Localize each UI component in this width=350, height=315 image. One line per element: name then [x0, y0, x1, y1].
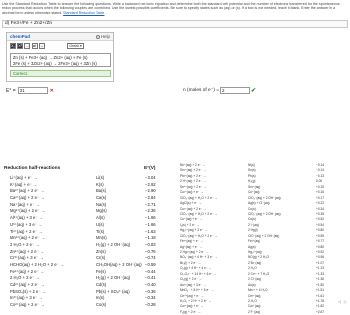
potential-cell: +0.80 [316, 228, 325, 233]
reactant-cell: MnO₄⁻ + 8 H⁺ + 5 e⁻ → [180, 288, 214, 293]
product-cell: Ag(s) [248, 244, 256, 249]
product-cell: U(s) [96, 221, 104, 227]
product-cell: Ni(s) [248, 163, 255, 167]
product-cell: Cu⁺(aq) [248, 190, 260, 195]
correct-status: Correct. [10, 70, 111, 77]
reactant-cell: Ni²⁺(aq) + 2 e⁻ → [180, 163, 206, 167]
potential-cell: +1.50 [316, 282, 325, 287]
reactant-cell: Fe³⁺(aq) + e⁻ → [180, 239, 204, 244]
prev-icon[interactable]: ◁ [337, 299, 341, 304]
potential-cell: +0.52 [316, 217, 325, 222]
potential-cell: +0.22 [316, 201, 325, 206]
incorrect-icon: ✕ [49, 87, 54, 94]
resonance-button[interactable]: ↔ [39, 44, 44, 48]
potential-cell: +0.77 [316, 239, 325, 244]
product-cell: Li(s) [96, 175, 105, 180]
reactant-cell: Br₂(l) + 2 e⁻ → [180, 260, 202, 265]
reaction-line-1: Zn (s) + Fe3+ (aq) → Zn2+ (aq) + Fe (s) [13, 55, 88, 60]
potential-cell: +0.80 [316, 244, 325, 249]
reactant-cell: ClO₃⁻(aq) + H₂O + 2 e⁻ → [180, 211, 218, 216]
table-row [4, 262, 170, 269]
product-cell: 2 I⁻(aq) [248, 222, 259, 227]
product-cell: 2 F⁻(aq) [248, 309, 260, 314]
e-column-header: E°(V) [144, 166, 156, 171]
chem-pad-title: chemPad [10, 34, 31, 39]
product-cell: 2 Cl⁻(aq) [248, 277, 262, 282]
reduction-table-left [4, 166, 170, 309]
product-cell: Na(s) [96, 201, 107, 207]
footer-nav [338, 299, 347, 304]
product-cell: Ca(s) [96, 195, 107, 201]
potential-cell: −0.44 [145, 268, 156, 274]
reactant-cell: Cu²⁺(aq) + e⁻ → [180, 190, 204, 195]
potential-cell: −2.71 [145, 201, 156, 207]
product-cell: H₂(g) + 2 OH⁻(aq) [96, 241, 130, 247]
superscript-button[interactable]: X² [18, 44, 22, 48]
reactant-cell: Mn²⁺(aq) + 2 e⁻ → [10, 235, 46, 241]
reactant-cell: Ca²⁺(aq) + 2 e⁻ → [10, 195, 45, 201]
potential-cell: +0.35 [316, 211, 325, 216]
reactant-cell: Fe²⁺(aq) + 2 e⁻ → [10, 268, 45, 274]
reactant-cell: Sn²⁺(aq) + 2 e⁻ → [180, 168, 207, 173]
n-answer-row [183, 87, 256, 94]
reactant-cell: Ti²⁺(aq) + 2 e⁻ → [10, 228, 43, 234]
reactant-cell: Cd²⁺(aq) + 2 e⁻ → [10, 282, 45, 287]
reactant-cell: Cr₂O₇²⁻ + 14 H⁺ + 6 e⁻ → [180, 271, 217, 276]
correct-check-icon: ✔ [251, 88, 257, 94]
potential-cell: +0.15 [316, 184, 325, 189]
table-row [4, 188, 170, 195]
potential-cell: −0.74 [145, 255, 156, 261]
potential-cell: −0.14 [316, 168, 325, 173]
potential-cell: +1.07 [316, 260, 325, 265]
reactant-cell: 2 H₂O + 2 e⁻ → [10, 275, 40, 281]
table-row [4, 282, 170, 289]
product-cell: Hg₂²⁺(aq) [248, 250, 262, 254]
reactant-cell: Sn⁴⁺(aq) + 2 e⁻ → [180, 184, 207, 189]
product-cell: ClO₃⁻(aq) + 2 OH⁻(aq) [248, 195, 281, 200]
reaction-input[interactable] [10, 53, 111, 67]
n-input[interactable]: 2 [220, 87, 250, 94]
reactant-cell: Cr³⁺(aq) + 3 e⁻ → [10, 255, 44, 261]
product-cell: Fe²⁺(aq) [248, 239, 261, 244]
table-row [4, 215, 170, 222]
equilibrium-button[interactable]: ⇌ [33, 44, 37, 48]
potential-cell: −0.41 [145, 275, 156, 281]
n-label: n (moles of e⁻) = [183, 88, 219, 93]
reactant-cell: H₂O₂ + 2 H⁺ + 2 e⁻ → [180, 298, 212, 303]
table-header [4, 166, 170, 175]
product-cell: Cr(s) [96, 255, 106, 261]
table-row [4, 222, 170, 229]
product-cell: Zn(s) [96, 248, 106, 254]
e-answer-row [6, 87, 54, 94]
potential-cell: −3.04 [145, 175, 156, 180]
potential-cell: +1.82 [316, 304, 325, 309]
table-row [4, 302, 170, 309]
potential-cell: −1.63 [145, 228, 156, 234]
potential-cell: −1.66 [145, 221, 156, 227]
table-row [4, 249, 170, 256]
product-cell: Ag(s) + Cl⁻(aq) [248, 201, 270, 206]
product-cell: Cu(s) [248, 217, 256, 222]
greek-dropdown[interactable]: Greek ▾ [67, 43, 84, 49]
product-cell: Ti(s) [96, 228, 105, 234]
table-row [4, 242, 170, 249]
reactant-cell: PbSO₄(s) + 2 e⁻ → [10, 288, 46, 294]
product-cell: Pb(s) [248, 173, 256, 178]
product-cell: 2 H₂O [248, 298, 257, 303]
potential-cell: −0.83 [145, 241, 156, 247]
potential-cell: −0.59 [145, 261, 156, 267]
table-row [4, 255, 170, 262]
product-cell: Mn²⁺ + 4 H₂O [248, 288, 268, 293]
table-row [4, 295, 170, 302]
reactant-cell: Ag⁺(aq) + e⁻ → [180, 244, 203, 249]
reactant-cell: In³⁺(aq) + 3 e⁻ → [10, 295, 43, 301]
table-row [4, 182, 170, 189]
product-cell: NO(g) + 2 H₂O [248, 255, 269, 260]
reactant-cell: 2 H₂O + 2 e⁻ → [10, 241, 40, 247]
table-row [4, 202, 170, 209]
table-row [4, 175, 170, 182]
product-cell: Co²⁺(aq) [248, 304, 261, 309]
product-cell: Mn(s) [96, 235, 107, 241]
potential-cell: −0.36 [145, 288, 156, 294]
reactant-cell: ClO₄⁻(aq) + H₂O + 2 e⁻ → [180, 195, 218, 200]
reactant-cell: AgCl(s) + e⁻ → [180, 201, 202, 206]
reduction-table-right [180, 163, 348, 315]
product-cell: 2 H₂O [248, 266, 257, 271]
table-row [4, 208, 170, 215]
reactant-cell: ClO₂⁻(aq) + H₂O + 2 e⁻ → [180, 233, 218, 238]
product-cell: 2 Hg(l) [248, 228, 258, 233]
reactant-cell: Au³⁺(aq) + 3 e⁻ → [180, 282, 207, 287]
product-cell: H₂(g) + 2 OH⁻(aq) [96, 275, 130, 281]
potential-cell: −2.84 [145, 195, 156, 201]
instructions [2, 2, 346, 15]
reactant-cell: I₂(s) + 2 e⁻ → [180, 222, 200, 227]
product-cell: 2 Cr³⁺ + 7 H₂O [248, 271, 270, 276]
product-cell: 2 Br⁻(aq) [248, 260, 262, 265]
potential-cell: +0.92 [316, 250, 325, 254]
potential-cell: −0.40 [145, 282, 156, 287]
arrow-button[interactable]: → [25, 44, 30, 48]
product-cell: Fe(s) [96, 268, 106, 274]
chem-toolbar [10, 43, 45, 49]
table-row [4, 289, 170, 296]
potential-cell: +0.59 [316, 233, 325, 238]
potential-cell: +1.78 [316, 298, 325, 303]
potential-cell: +0.34 [316, 206, 325, 211]
potential-cell: +1.51 [316, 288, 325, 293]
potential-cell: −0.34 [145, 295, 156, 301]
potential-cell: +0.17 [316, 195, 325, 200]
reaction-line-2: 2Fe (s) + 3Zn2+ (aq) → 2Fe3+ (aq) + 3Zn (s) [13, 60, 97, 66]
potential-cell: −0.13 [316, 173, 325, 178]
potential-cell: +1.33 [316, 271, 325, 276]
reactant-cell: F₂(g) + 2 e⁻ → [180, 309, 201, 314]
product-cell: Au(s) [248, 282, 256, 287]
e-input[interactable]: 31 [18, 87, 48, 94]
potential-cell: −2.92 [145, 181, 156, 187]
product-cell: H₂(g) [248, 179, 256, 184]
reactant-cell: Pb²⁺(aq) + 2 e⁻ → [180, 173, 207, 178]
potential-cell: +0.16 [316, 190, 325, 195]
product-cell: ClO₂⁻(aq) + 2 OH⁻(aq) [248, 211, 281, 216]
reactant-cell: Cl₂(g) + 2 e⁻ → [180, 277, 202, 282]
potential-cell: +0.54 [316, 222, 325, 227]
potential-cell: −2.36 [145, 208, 156, 214]
reduction-table-link[interactable]: Standard Reduction Table [63, 10, 105, 15]
reactant-cell: Mg²⁺(aq) + 2 e⁻ → [10, 208, 46, 214]
product-cell: CH₃OH(aq) + 2 OH⁻(aq) [96, 261, 142, 267]
reactant-cell: HCHO(aq) + 2 H₂O + 2 e⁻ → [10, 261, 65, 267]
reactant-cell: Co²⁺(aq) + 2 e⁻ → [10, 302, 45, 308]
product-cell: Ce³⁺(aq) [248, 293, 261, 298]
table-title: Reduction half-reactions [4, 166, 61, 171]
reactant-cell: 2 Hg²⁺(aq) + 2 e⁻ → [180, 250, 209, 254]
chem-pad-header [7, 33, 113, 41]
question-label: d) Fe3+/Fe + Zn2+/Zn [2, 20, 348, 28]
table-row [4, 229, 170, 236]
product-cell: Cu(s) [248, 206, 256, 211]
reactant-cell: Cu²⁺(aq) + 2 e⁻ → [180, 206, 207, 211]
table-row [4, 269, 170, 276]
reactant-cell: Na⁺(aq) + e⁻ → [10, 201, 40, 207]
product-cell: Co(s) [96, 302, 107, 308]
table-row [180, 310, 348, 315]
product-cell: Mg(s) [96, 208, 107, 214]
product-cell: In(s) [96, 295, 105, 301]
potential-cell: −0.14 [316, 163, 325, 167]
reactant-cell: Ce⁴⁺(aq) + e⁻ → [180, 293, 204, 298]
reactant-cell: Al³⁺(aq) + 3 e⁻ → [10, 215, 43, 221]
e-label: E° = [6, 87, 16, 94]
reactant-cell: U³⁺(aq) + 3 e⁻ → [10, 221, 43, 227]
potential-cell: +1.61 [316, 293, 325, 298]
product-cell: Ba(s) [96, 188, 107, 194]
table-row [4, 275, 170, 282]
product-cell: Sn(s) [248, 168, 256, 173]
product-cell: Cd(s) [96, 282, 107, 287]
help-button[interactable]: Help [96, 33, 110, 41]
potential-cell: −2.90 [145, 188, 156, 194]
next-icon[interactable]: ▷ [343, 299, 347, 304]
reactant-cell: O₂(g) + 4 H⁺ + 4 e⁻ → [180, 266, 212, 271]
table-row [4, 195, 170, 202]
product-cell: Al(s) [96, 215, 105, 221]
subscript-button[interactable]: X₂ [11, 44, 15, 48]
reactant-cell: Co³⁺(aq) + e⁻ → [180, 304, 204, 309]
potential-cell: +2.87 [316, 309, 325, 314]
potential-cell: +1.36 [316, 277, 325, 282]
potential-cell: +0.96 [316, 255, 325, 260]
reactant-cell: Cu⁺(aq) + e⁻ → [180, 217, 203, 222]
reactant-cell: K⁺(aq) + e⁻ → [10, 181, 38, 187]
product-cell: K(s) [96, 181, 104, 187]
potential-cell: −0.28 [145, 302, 156, 308]
reactant-cell: NO₃⁻(aq) + 4 H⁺ + 3 e⁻ → [180, 255, 218, 260]
instructions-text: Use the Standard Reduction Table to answer the following questions. Write a balanced net ionic equation and determine both the standard cell potential and the number of electrons transferred for the spontaneous redox process that occurs when the following couples are combined. Use the lowest possible coefficients. Be sure to specify states such as (aq) or (s). If a box is not needed, leave it blank. Enter the answer in a decimal form unless otherwise stated. [2, 2, 340, 15]
potential-cell: −0.76 [145, 248, 156, 254]
potential-cell: −1.18 [145, 235, 156, 241]
product-cell: Pb(s) + SO₄²⁻(aq) [96, 288, 130, 294]
potential-cell: 0.00 [316, 179, 323, 184]
reactant-cell: Ba²⁺(aq) + 2 e⁻ → [10, 188, 45, 194]
help-icon [96, 35, 100, 39]
reactant-cell: Li⁺(aq) + e⁻ → [10, 175, 38, 180]
table-row [4, 235, 170, 242]
potential-cell: −1.66 [145, 215, 156, 221]
chem-pad [6, 32, 114, 82]
reactant-cell: 2 H⁺(aq) + 2 e⁻ → [180, 179, 207, 184]
reactant-cell: Hg₂²⁺(aq) + 2 e⁻ → [180, 228, 208, 233]
product-cell: Sn²⁺(aq) [248, 184, 261, 189]
reactant-cell: Zn²⁺(aq) + 2 e⁻ → [10, 248, 45, 254]
product-cell: ClO⁻(aq) + 2 OH⁻(aq) [248, 233, 280, 238]
potential-cell: +1.23 [316, 266, 325, 271]
